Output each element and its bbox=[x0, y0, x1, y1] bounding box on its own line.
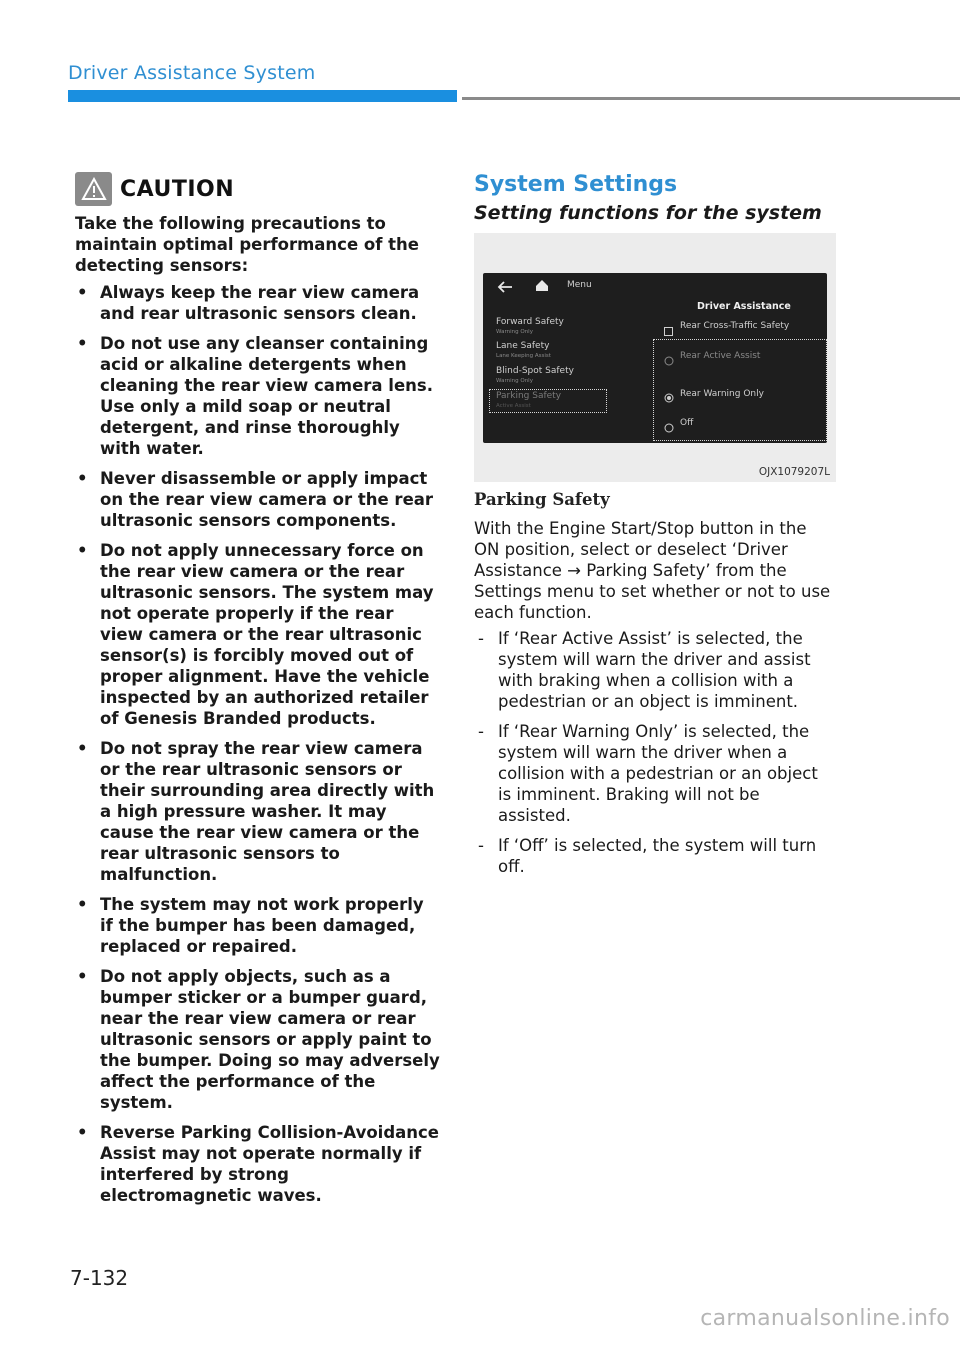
caution-item: • Always keep the rear view camera and rear ultrasonic sensors clean. bbox=[77, 283, 420, 323]
caution-item: • Do not use any cleanser containing acid or alkaline detergents when cleaning the rear view camera lens. Use only a mild soap or neutral detergent, and rinse thoroughly with water. bbox=[77, 334, 433, 458]
radio-icon bbox=[664, 351, 674, 370]
chapter-title: Driver Assistance System bbox=[68, 62, 316, 84]
option-label: Off bbox=[680, 418, 694, 428]
parking-safety-heading: Parking Safety bbox=[474, 490, 610, 509]
section-subtitle: Setting functions for the system bbox=[474, 202, 822, 224]
watermark: carmanualsonline.info bbox=[700, 1306, 950, 1331]
parking-safety-body: With the Engine Start/Stop button in the ON position, select or deselect ‘Driver Assistance → Parking Safety’ from the Settings menu to set whether or not to use each function. bbox=[474, 519, 831, 622]
menu-item-sub: Warning Only bbox=[496, 378, 533, 384]
screen-topbar bbox=[483, 273, 827, 299]
caution-item: • Do not spray the rear view camera or the rear ultrasonic sensors or their surrounding area directly with a high pressure washer. It may cause the rear view camera or the rear ultrasonic sensors to malfunction. bbox=[77, 739, 435, 884]
menu-item-label: Forward Safety bbox=[496, 317, 564, 327]
radio-selected-icon bbox=[664, 388, 674, 407]
page-number: 7-132 bbox=[70, 1266, 129, 1290]
home-icon bbox=[535, 277, 549, 296]
caution-header bbox=[75, 172, 234, 206]
checkbox-icon bbox=[664, 321, 673, 340]
back-arrow-icon bbox=[497, 278, 513, 297]
caution-item: • Reverse Parking Collision-Avoidance Assist may not operate normally if interfered by strong electromagnetic waves. bbox=[77, 1123, 439, 1205]
figure-code: OJX1079207L bbox=[758, 466, 830, 478]
caution-item: • Never disassemble or apply impact on the rear view camera or the rear ultrasonic sensors components. bbox=[77, 469, 434, 530]
warning-triangle-icon bbox=[75, 172, 112, 206]
caution-list bbox=[75, 282, 440, 1215]
header-rule bbox=[462, 97, 960, 100]
settings-screen-figure bbox=[474, 233, 836, 482]
option-label: Rear Active Assist bbox=[680, 351, 761, 361]
menu-label: Menu bbox=[567, 280, 592, 290]
menu-item-sub: Active Assist bbox=[496, 403, 531, 409]
caution-intro: Take the following precautions to maintain optimal performance of the detecting sensors: bbox=[75, 214, 419, 275]
caution-label: CAUTION bbox=[120, 176, 235, 202]
panel-title: Driver Assistance bbox=[697, 301, 791, 312]
section-title: System Settings bbox=[474, 172, 678, 197]
option-description: - If ‘Rear Warning Only’ is selected, the system will warn the driver when a collision with a pedestrian or an object is imminent. Braking will not be assisted. bbox=[478, 722, 818, 825]
menu-item-label: Blind-Spot Safety bbox=[496, 366, 574, 376]
caution-item: • Do not apply objects, such as a bumper sticker or a bumper guard, near the rear view camera or rear ultrasonic sensors or apply paint to the bumper. Doing so may adversely affect the performance of the system. bbox=[77, 967, 440, 1112]
menu-item-sub: Warning Only bbox=[496, 329, 533, 335]
parking-options-list bbox=[474, 628, 836, 886]
menu-item-sub: Lane Keeping Assist bbox=[496, 353, 551, 359]
option-description: - If ‘Off’ is selected, the system will turn off. bbox=[478, 836, 817, 876]
radio-icon bbox=[664, 418, 674, 437]
settings-screen bbox=[483, 273, 827, 443]
caution-item: • Do not apply unnecessary force on the rear view camera or the rear ultrasonic sensors. The system may not operate properly if the rear view camera or the rear ultrasonic sensor(s) is forcibly moved out of proper alignment. Have the vehicle inspected by an authorized retailer of Genesis Branded products. bbox=[77, 541, 434, 728]
caution-item: • The system may not work properly if the bumper has been damaged, replaced or repaired. bbox=[77, 895, 424, 956]
option-description: - If ‘Rear Active Assist’ is selected, the system will warn the driver and assist with braking when a collision with a pedestrian or an object is imminent. bbox=[478, 629, 811, 711]
menu-item-label: Parking Safety bbox=[496, 391, 562, 401]
menu-item-label: Lane Safety bbox=[496, 341, 550, 351]
option-label: Rear Cross-Traffic Safety bbox=[680, 321, 790, 331]
option-label: Rear Warning Only bbox=[680, 389, 764, 399]
header-accent-bar bbox=[68, 90, 457, 102]
